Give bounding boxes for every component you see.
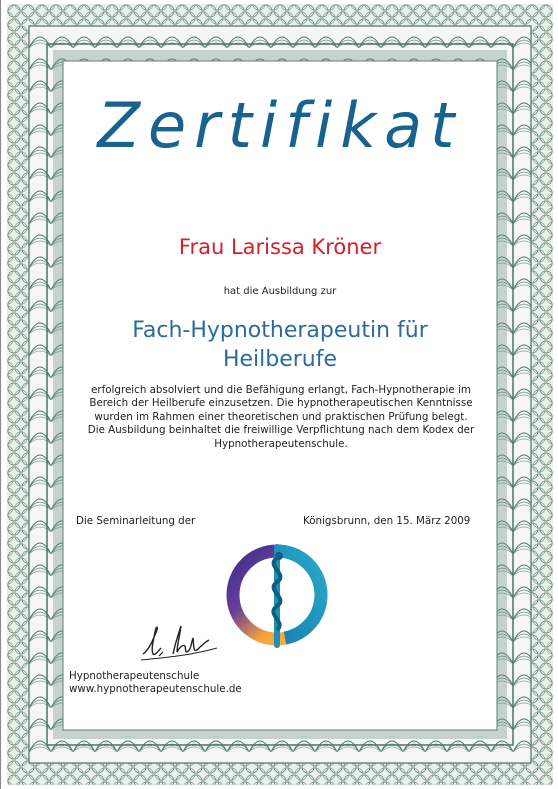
body-line-2: Bereich der Heilberufe einzusetzen. Die hypnotherapeutischen Kenntnisse [89,397,473,410]
recipient-name: Frau Larissa Kröner [178,235,382,259]
signature [139,620,219,662]
degree-line-2: Heilberufe [222,347,338,372]
body-line-4: Die Ausbildung beinhaltet die freiwillige Verpflichtung nach dem Kodex der [87,424,475,437]
place-date: Königsbrunn, den 15. März 2009 [303,515,471,527]
intro-text: hat die Ausbildung zur [223,286,337,297]
degree-line-1: Fach-Hypnotherapeutin für [132,318,428,343]
school-url[interactable]: www.hypnotherapeutenschule.de [69,683,242,696]
degree-title [1,316,558,374]
certificate-title: Zertifikat [97,89,463,162]
seminar-label: Die Seminarleitung der [76,515,196,527]
school-logo [221,536,335,654]
school-info [69,670,242,697]
body-line-3: wurden im Rahmen einer theoretischen und praktischen Prüfung belegt. [94,410,468,423]
body-line-5: Hypnotherapeutenschule. [214,437,348,450]
school-name: Hypnotherapeutenschule [69,670,200,682]
body-line-1: erfolgreich absolviert und die Befähigung erlangt, Fach-Hypnotherapie im [91,384,471,396]
certificate-body [71,384,491,451]
